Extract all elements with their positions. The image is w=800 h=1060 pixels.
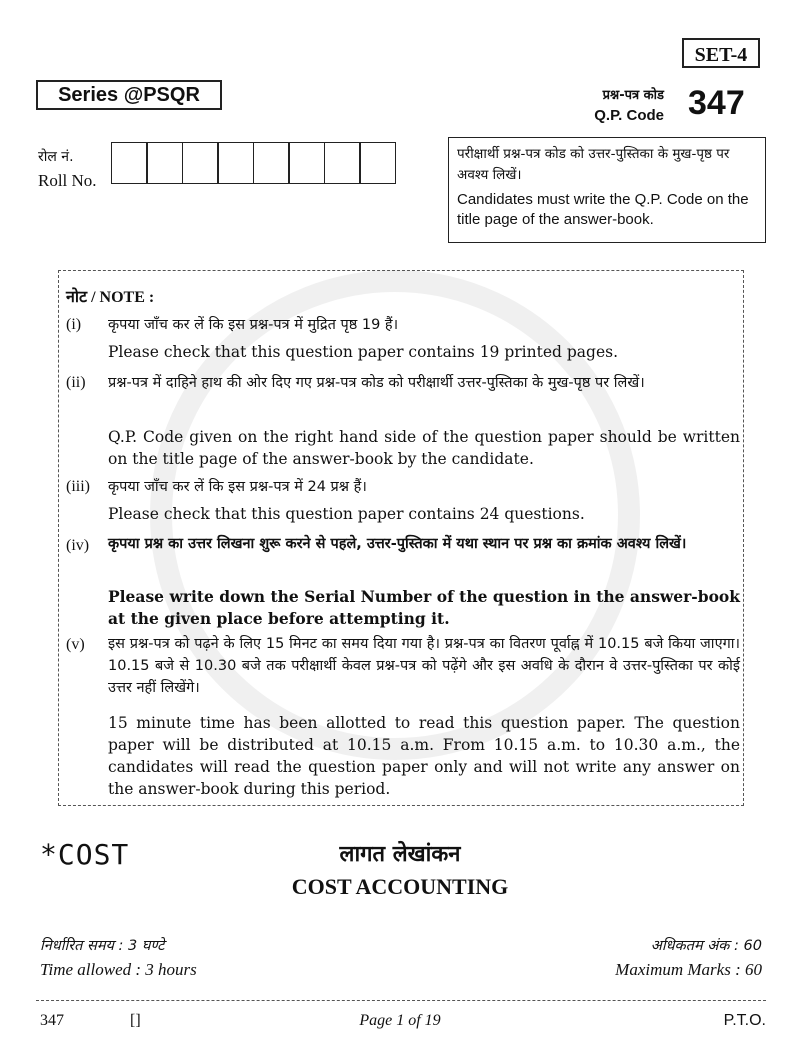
roll-box[interactable] bbox=[111, 142, 148, 184]
note-item-hindi: कृपया जाँच कर लें कि इस प्रश्न-पत्र में 24 प्रश्न हैं। bbox=[108, 479, 367, 495]
series-badge: Series @PSQR bbox=[36, 80, 222, 110]
time-allowed: Time allowed : 3 hours bbox=[40, 960, 197, 979]
roll-label-english: Roll No. bbox=[38, 171, 97, 190]
footer-code: 347 bbox=[40, 1012, 64, 1029]
set-badge: SET-4 bbox=[682, 38, 760, 68]
note-heading: नोट / NOTE : bbox=[66, 289, 155, 306]
note-item-number: (i) bbox=[66, 316, 82, 333]
subject-title-hindi: लागत लेखांकन bbox=[339, 842, 461, 867]
page-number: Page 1 of 19 bbox=[359, 1012, 441, 1029]
subject-code: *COST bbox=[40, 838, 130, 871]
note-item-english: Please check that this question paper contains 24 questions. bbox=[108, 505, 585, 523]
note-item-english: 15 minute time has been allotted to read this question paper. The question paper will be distributed at 10.15 a.m. From 10.15 a.m. to 10.30 a.m., the candidates will read the question paper only and will not write any answer on the answer-book during this period. bbox=[108, 714, 740, 798]
roll-box[interactable] bbox=[182, 142, 219, 184]
roll-box[interactable] bbox=[359, 142, 396, 184]
qp-code-label-hindi: प्रश्न-पत्र कोड bbox=[602, 88, 664, 103]
candidate-instruction-english: Candidates must write the Q.P. Code on the title page of the answer-book. bbox=[457, 191, 749, 228]
note-item-hindi: इस प्रश्न-पत्र को पढ़ने के लिए 15 मिनट का समय दिया गया है। प्रश्न-पत्र का वितरण पूर्वाह्न में 10.15 बजे किया जाएगा। 10.15 बजे से 10.30 बजे तक परीक्षार्थी केवल प्रश्न-पत्र को पढ़ेंगे और इस अवधि के दौरान वे उत्तर-पुस्तिका पर कोई उत्तर नहीं लिखेंगे। bbox=[108, 636, 740, 696]
roll-box[interactable] bbox=[288, 142, 325, 184]
note-item-english: Q.P. Code given on the right hand side of the question paper should be written on the title page of the answer-book by the candidate. bbox=[108, 428, 740, 468]
roll-number-label bbox=[38, 145, 97, 193]
note-item-hindi: कृपया जाँच कर लें कि इस प्रश्न-पत्र में मुद्रित पृष्ठ 19 हैं। bbox=[108, 317, 399, 333]
roll-label-hindi: रोल नं. bbox=[38, 149, 74, 165]
qp-code-label: Q.P. Code bbox=[594, 107, 664, 124]
qp-code-value: 347 bbox=[688, 84, 745, 122]
note-item-number: (iv) bbox=[66, 537, 90, 554]
max-marks-hindi: अधिकतम अंक : 60 bbox=[650, 938, 762, 954]
note-item-number: (ii) bbox=[66, 374, 86, 391]
note-item-hindi: कृपया प्रश्न का उत्तर लिखना शुरू करने से पहले, उत्तर-पुस्तिका में यथा स्थान पर प्रश्न का क्रमांक अवश्य लिखें। bbox=[108, 536, 687, 552]
note-item-number: (iii) bbox=[66, 478, 90, 495]
time-allowed-hindi: निर्धारित समय : 3 घण्टे bbox=[40, 938, 165, 954]
note-item-english: Please write down the Serial Number of the question in the answer-book at the given place before attempting it. bbox=[108, 587, 740, 628]
subject-title-english: COST ACCOUNTING bbox=[291, 874, 509, 899]
max-marks: Maximum Marks : 60 bbox=[615, 960, 762, 979]
roll-box[interactable] bbox=[217, 142, 254, 184]
roll-box[interactable] bbox=[324, 142, 361, 184]
footer-bracket: [] bbox=[130, 1012, 141, 1029]
note-item-number: (v) bbox=[66, 636, 85, 653]
roll-box[interactable] bbox=[253, 142, 290, 184]
roll-number-boxes[interactable] bbox=[112, 142, 396, 184]
pto-label: P.T.O. bbox=[723, 1012, 766, 1029]
qp-code-labels bbox=[540, 86, 664, 126]
roll-box[interactable] bbox=[146, 142, 183, 184]
candidate-instruction-box bbox=[448, 137, 766, 243]
note-item-hindi: प्रश्न-पत्र में दाहिने हाथ की ओर दिए गए प्रश्न-पत्र कोड को परीक्षार्थी उत्तर-पुस्तिका के मुख-पृष्ठ पर लिखें। bbox=[108, 375, 645, 391]
candidate-instruction-hindi: परीक्षार्थी प्रश्न-पत्र कोड को उत्तर-पुस्तिका के मुख-पृष्ठ पर अवश्य लिखें। bbox=[457, 146, 730, 183]
note-item-english: Please check that this question paper contains 19 printed pages. bbox=[108, 343, 619, 361]
footer-divider bbox=[36, 1000, 766, 1001]
